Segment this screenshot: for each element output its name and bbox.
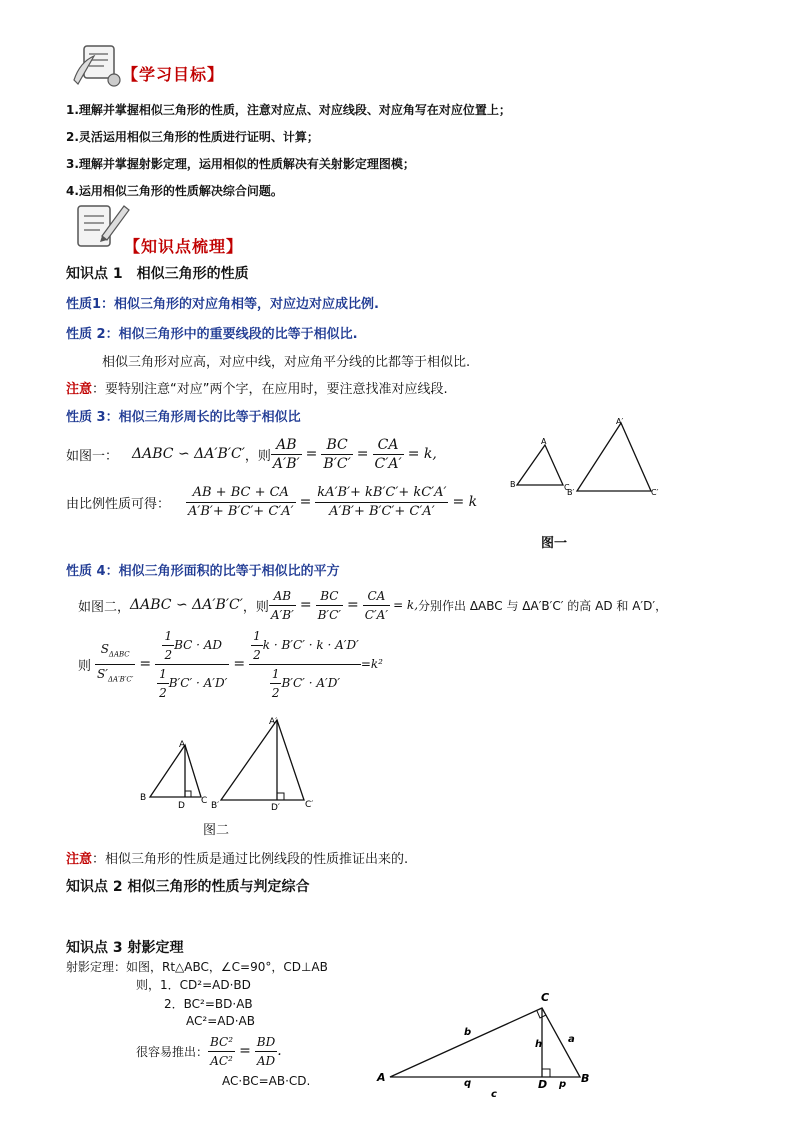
fig3-label-side-c: c <box>491 1089 497 1100</box>
figure-1 <box>505 415 665 500</box>
p2-text: 相似三角形中的重要线段的比等于相似比. <box>118 327 358 342</box>
note2-text: ：相似三角形的性质是通过比例线段的性质推证出来的. <box>92 852 409 867</box>
frac-area: $\frac{S_{\Delta ABC}}{S'_{\Delta A'B'C'}}$ <box>97 642 134 683</box>
similar-relation-2: ΔABC ∽ ΔA′B′C′ <box>130 597 243 613</box>
frac-ab-2: $\frac{AB}{A'B'}$ <box>270 588 294 622</box>
frac-bc2-ac2: $\frac{\text{BC²}}{\text{AC²}}$ <box>210 1034 234 1068</box>
formula-area: 则 $\frac{S_{\Delta ABC}}{S'_{\Delta A'B'C'}}$ = $\frac{1}{2}$ BC · AD $\frac{1}{2}$ B′C′ · A′D′ = $\frac{1}{2}$ k · B′C′ · k · A′D′ $\frac{1}{2}$ B′C′ · A′D′ =k² <box>78 628 383 700</box>
note2-label: 注意 <box>66 852 93 867</box>
fig2-intro: 如图二， <box>78 599 131 615</box>
formula-projection: 很容易推出： $\frac{\text{BC²}}{\text{AC²}}$ = $\frac{BD}{AD}$ . <box>136 1034 282 1068</box>
p1-label: 性质1： <box>66 297 115 312</box>
fig2-label-bp: B′ <box>211 801 220 811</box>
fig2-label-b: B <box>140 793 147 803</box>
frac-bc-2: $\frac{BC}{B'C'}$ <box>317 588 342 622</box>
fig3-label-d: D <box>538 1078 548 1091</box>
property-2 <box>66 323 358 342</box>
kp3-title: 知识点 3 射影定理 <box>66 940 184 956</box>
fig3-label-side-p: p <box>559 1079 567 1090</box>
eq-k2: = k <box>452 494 478 510</box>
fig3-label-a: A <box>377 1071 386 1084</box>
kp3-last: AC·BC=AB·CD. <box>222 1074 311 1088</box>
property-3 <box>66 406 301 425</box>
frac-ca: $\frac{CA}{C'A'}$ <box>374 436 402 472</box>
frac-sum: $\frac{AB + BC + CA}{A'B'+ B'C'+ C'A'}$ <box>188 484 294 519</box>
fig1-label-cp: C′ <box>651 488 659 497</box>
kp1-title: 知识点 1 相似三角形的性质 <box>66 266 249 282</box>
frac-ab: $\frac{AB}{A'B'}$ <box>272 436 300 472</box>
fig2-caption: 图二 <box>203 823 230 838</box>
goal-item: 3.理解并掌握射影定理，运用相似的性质解决有关射影定理图模； <box>66 157 415 171</box>
frac-area-3: $\frac{1}{2}$ k · B′C′ · k · A′D′ $\frac{1}{2}$ B′C′ · A′D′ <box>249 627 361 702</box>
fig2-label-ap: A′ <box>269 717 278 727</box>
p4-text: 相似三角形面积的比等于相似比的平方 <box>118 564 340 579</box>
fig1-label-bp: B′ <box>567 488 575 497</box>
then-word-2: ，则 <box>242 599 269 615</box>
formula-ratio: 如图一： ΔABC ∽ ΔA′B′C′ ，则 $\frac{AB}{A'B'}$ = $\frac{BC}{B'C'}$ = $\frac{CA}{C'A'}$ = k, <box>66 436 437 472</box>
fig1-label-ap: A′ <box>616 417 624 426</box>
fig3-label-b: B <box>581 1072 590 1085</box>
fig3-label-side-a: a <box>568 1034 575 1045</box>
p3-text: 相似三角形周长的比等于相似比 <box>118 410 301 425</box>
fig2-label-c: C <box>201 796 208 806</box>
frac-ksum: $\frac{kA'B'+ kB'C'+ kC'A'}{A'B'+ B'C'+ C'A'}$ <box>317 484 447 519</box>
fig1-label-b: B <box>510 480 516 489</box>
kp3-line3: AC²=AD·AB <box>186 1014 255 1028</box>
frac-area-2: $\frac{1}{2}$ BC · AD $\frac{1}{2}$ B′C′ · A′D′ <box>155 627 229 702</box>
kp3-line1: 则，1．CD²=AD·BD <box>136 978 251 992</box>
formula-perimeter: 由比例性质可得： $\frac{AB + BC + CA}{A'B'+ B'C'+ C'A'}$ = $\frac{kA'B'+ kB'C'+ kC'A'}{A'B'+ B'C'+ C'A'}$ = k <box>66 484 478 519</box>
fig3-label-side-h: h <box>535 1039 543 1050</box>
similar-relation: ΔABC ∽ ΔA′B′C′ <box>132 446 245 462</box>
fig2-tail: 分别作出 ΔABC 与 ΔA′B′C′ 的高 AD 和 A′D′， <box>418 598 668 613</box>
fig2-label-cp: C′ <box>305 800 314 810</box>
p2-detail: 相似三角形对应高，对应中线，对应角平分线的比都等于相似比. <box>102 355 471 370</box>
eq-k: = k, <box>407 446 437 462</box>
frac-bc: $\frac{BC}{B'C'}$ <box>323 436 351 472</box>
goals-banner: 【学习目标】 <box>122 65 225 84</box>
fig3-label-side-b: b <box>464 1027 472 1038</box>
fig2-label-dp: D′ <box>271 803 280 813</box>
p3-label: 性质 3： <box>66 410 119 425</box>
fig2-label-a: A <box>179 740 186 750</box>
eq-ksq: =k² <box>360 657 383 671</box>
goal-item: 2.灵活运用相似三角形的性质进行证明、计算； <box>66 130 319 144</box>
figure-3 <box>372 985 597 1103</box>
frac-bd-ad: $\frac{BD}{AD}$ <box>256 1034 276 1068</box>
fig2-then: 则 <box>78 658 92 674</box>
kp3-intro: 射影定理：如图，Rt△ABC，∠C=90°，CD⊥AB <box>66 960 328 974</box>
goals-icon <box>70 40 122 88</box>
fig2-label-d: D <box>178 801 185 811</box>
formula-area-intro: 如图二， ΔABC ∽ ΔA′B′C′ ，则 $\frac{AB}{A'B'}$ = $\frac{BC}{B'C'}$ = $\frac{CA}{C'A'}$ = k, 分别作出 ΔABC 与 ΔA′B′C′ 的高 AD 和 A′D′， <box>78 588 668 622</box>
fig1-label-a: A <box>541 437 547 446</box>
goal-item: 4.运用相似三角形的性质解决综合问题。 <box>66 184 283 198</box>
fig1-intro: 如图一： <box>66 448 119 464</box>
note-1 <box>66 378 448 397</box>
eq-k3: = k, <box>393 598 419 612</box>
figure-2 <box>138 715 323 815</box>
goal-item: 1.理解并掌握相似三角形的性质，注意对应点、对应线段、对应角写在对应位置上； <box>66 103 511 117</box>
property-4 <box>66 560 340 579</box>
p2-label: 性质 2： <box>66 327 119 342</box>
property-1 <box>66 293 379 312</box>
p1-text: 相似三角形的对应角相等，对应边对应成比例. <box>114 297 379 312</box>
kp3-line2: 2．BC²=BD·AB <box>164 997 253 1011</box>
p4-label: 性质 4： <box>66 564 119 579</box>
frac-ca-2: $\frac{CA}{C'A'}$ <box>364 588 389 622</box>
note1-label: 注意 <box>66 382 93 397</box>
note-2 <box>66 848 408 867</box>
note1-text: ：要特别注意“对应”两个字，在应用时，要注意找准对应线段. <box>92 382 448 397</box>
then-word: ，则 <box>244 448 271 464</box>
ratio-prop: 由比例性质可得： <box>66 496 171 512</box>
knowledge-banner: 【知识点梳理】 <box>124 237 244 256</box>
fig1-caption: 图一 <box>541 536 568 551</box>
fig3-label-c: C <box>541 991 550 1004</box>
fig3-label-side-q: q <box>464 1078 472 1089</box>
kp3-easy: 很容易推出： <box>136 1044 209 1059</box>
kp2-title: 知识点 2 相似三角形的性质与判定综合 <box>66 879 310 895</box>
notebook-pen-icon <box>72 200 132 250</box>
fig1-label-c: C <box>564 483 570 492</box>
